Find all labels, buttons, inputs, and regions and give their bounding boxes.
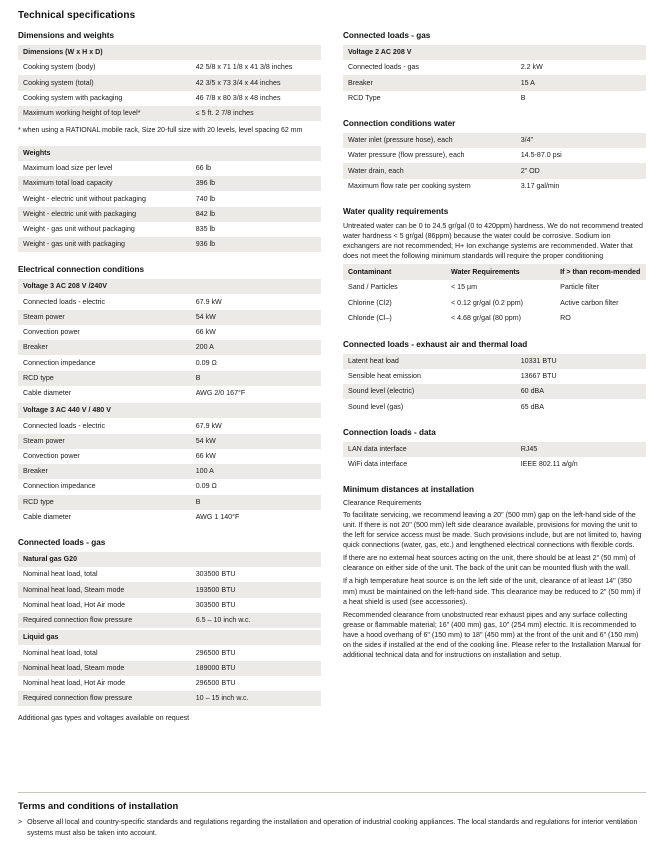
water-quality-table bbox=[343, 264, 646, 327]
cell-label: Cooking system (body) bbox=[18, 60, 191, 75]
cell-value: 66 kW bbox=[191, 325, 321, 340]
cell-label: Nominal heat load, Hot Air mode bbox=[18, 598, 191, 613]
table-row bbox=[18, 161, 321, 176]
section-heading-distances: Minimum distances at installation bbox=[343, 485, 475, 495]
cell-value: RJ45 bbox=[516, 442, 646, 457]
table-header-cell-empty bbox=[191, 279, 321, 294]
table-row bbox=[343, 457, 646, 472]
cell-label: Breaker bbox=[343, 75, 516, 90]
cell-value: B bbox=[191, 371, 321, 386]
cell-contaminant: Chlorine (Cl2) bbox=[343, 295, 446, 311]
cell-remedy: Particle filter bbox=[555, 280, 646, 296]
data-interface-table bbox=[343, 442, 646, 472]
cell-value: 54 kW bbox=[191, 310, 321, 325]
table-header-cell-empty bbox=[191, 146, 321, 161]
water-connection-table bbox=[343, 133, 646, 194]
cell-label: Nominal heat load, Steam mode bbox=[18, 582, 191, 597]
clearance-paragraph: If a high temperature heat source is on the left side of the unit, clearance of at least 14" (350 mm) must be maintained on the left-hand side. This clearance may be reduced to 2" (50 mm) if a heat shield is used (see accessories). bbox=[343, 577, 641, 606]
table-header-row bbox=[343, 264, 646, 280]
section-heading-exhaust: Connected loads - exhaust air and thermal load bbox=[343, 339, 528, 349]
table-header-cell-empty bbox=[191, 403, 321, 418]
cell-label: Nominal heat load, Hot Air mode bbox=[18, 676, 191, 691]
cell-label: Convection power bbox=[18, 325, 191, 340]
cell-label: Maximum load size per level bbox=[18, 161, 191, 176]
cell-label: Maximum total load capacity bbox=[18, 176, 191, 191]
table-row bbox=[18, 676, 321, 691]
table-row bbox=[18, 449, 321, 464]
natural-gas-table bbox=[18, 552, 321, 628]
cell-value: AWG 1 140°F bbox=[191, 510, 321, 525]
cell-label: Sound level (gas) bbox=[343, 399, 516, 414]
cell-value: 936 lb bbox=[191, 237, 321, 252]
cell-value: B bbox=[516, 91, 646, 106]
cell-label: Convection power bbox=[18, 449, 191, 464]
table-row bbox=[18, 371, 321, 386]
cell-label: RCD Type bbox=[343, 91, 516, 106]
cell-label: Cable diameter bbox=[18, 386, 191, 401]
section-heading-electrical: Electrical connection conditions bbox=[18, 265, 145, 275]
electrical-208-table bbox=[18, 279, 321, 401]
table-row bbox=[343, 60, 646, 75]
table-row bbox=[18, 191, 321, 206]
table-row bbox=[343, 148, 646, 163]
cell-value: 396 lb bbox=[191, 176, 321, 191]
table-row bbox=[343, 179, 646, 194]
cell-label: Maximum working height of top level* bbox=[18, 106, 191, 121]
electrical-440-table bbox=[18, 403, 321, 525]
cell-value: 303500 BTU bbox=[191, 567, 321, 582]
table-row bbox=[18, 479, 321, 494]
column-header-if-greater: If > than recom-mended bbox=[555, 264, 646, 280]
cell-contaminant: Chloride (Cl–) bbox=[343, 311, 446, 327]
section-heading-gas-left: Connected loads - gas bbox=[18, 538, 106, 547]
cell-value: 65 dBA bbox=[516, 399, 646, 414]
table-row bbox=[18, 310, 321, 325]
column-header-contaminant: Contaminant bbox=[343, 264, 446, 280]
liquid-gas-table bbox=[18, 630, 321, 706]
table-row bbox=[18, 661, 321, 676]
right-column bbox=[343, 31, 646, 722]
cell-value: ≤ 5 ft. 2 7/8 inches bbox=[191, 106, 321, 121]
table-row bbox=[18, 495, 321, 510]
cell-value: AWG 2/0 167°F bbox=[191, 386, 321, 401]
cell-label: Latent heat load bbox=[343, 354, 516, 369]
column-header-requirements: Water Requirements bbox=[446, 264, 555, 280]
cell-value: 0.09 Ω bbox=[191, 479, 321, 494]
two-column-layout bbox=[18, 31, 646, 722]
clearance-paragraph: If there are no external heat sources acting on the unit, there should be at least 2" (50 mm) of clearance on either side of the unit. The back of the unit can be mounted flush with the wall. bbox=[343, 554, 636, 573]
cell-value: B bbox=[191, 495, 321, 510]
table-row bbox=[343, 354, 646, 369]
cell-label: Nominal heat load, total bbox=[18, 645, 191, 660]
table-header-cell: Voltage 3 AC 440 V / 480 V bbox=[18, 403, 191, 418]
cell-value: 835 lb bbox=[191, 222, 321, 237]
cell-value: 3.17 gal/min bbox=[516, 179, 646, 194]
cell-label: Steam power bbox=[18, 434, 191, 449]
table-row bbox=[18, 106, 321, 121]
cell-label: Weight - gas unit with packaging bbox=[18, 237, 191, 252]
cell-value: 0.09 Ω bbox=[191, 355, 321, 370]
cell-label: Cooking system with packaging bbox=[18, 91, 191, 106]
cell-requirement: < 4.68 gr/gal (80 ppm) bbox=[446, 311, 555, 327]
table-row bbox=[18, 386, 321, 401]
table-row bbox=[18, 355, 321, 370]
section-heading-gas-right: Connected loads - gas bbox=[343, 31, 431, 40]
cell-value: 2.2 kW bbox=[516, 60, 646, 75]
cell-value: 66 lb bbox=[191, 161, 321, 176]
clearance-subheading: Clearance Requirements bbox=[343, 499, 422, 508]
table-row bbox=[18, 75, 321, 90]
cell-value: 100 A bbox=[191, 464, 321, 479]
dimensions-table bbox=[18, 45, 321, 121]
cell-value: 14.5-87.0 psi bbox=[516, 148, 646, 163]
cell-value: 46 7/8 x 80 3/8 x 48 inches bbox=[191, 91, 321, 106]
table-row bbox=[18, 598, 321, 613]
table-row bbox=[18, 340, 321, 355]
left-column bbox=[18, 31, 321, 722]
cell-value: IEEE 802.11 a/g/n bbox=[516, 457, 646, 472]
cell-label: Sensible heat emission bbox=[343, 369, 516, 384]
cell-label: Cooking system (total) bbox=[18, 75, 191, 90]
cell-label: Maximum flow rate per cooking system bbox=[343, 179, 516, 194]
table-header-cell-empty bbox=[516, 45, 646, 60]
table-row bbox=[18, 434, 321, 449]
clearance-paragraph: Recommended clearance from unobstructed rear exhaust pipes and any surface collecting grease or flammable material; 16" (400 mm) gas, 10" (254 mm) electric. It is recommended to have a hood overhang of 6" (150 mm) to 18" (450 mm) at the front of the unit and 6" (150 mm) on the sides if installed at the end of the cooking line. Please refer to the Installation Manual for additional technical data and for instructions on installation and setup. bbox=[343, 610, 641, 659]
cell-value: 2" OD bbox=[516, 163, 646, 178]
table-row bbox=[18, 613, 321, 628]
clearance-paragraph: To facilitate servicing, we recommend leaving a 20" (500 mm) gap on the left-hand side of the unit. If there is not 20" (500 mm) left side clearance available, provisions for moving the unit to the left for service access must be made. Such provisions include, but are not limited to, having quick connections (water, gas, etc.) and lengthened electrical connections with flexible cords. bbox=[343, 511, 642, 550]
gas-footnote: Additional gas types and voltages available on request bbox=[18, 714, 190, 723]
table-row bbox=[18, 207, 321, 222]
cell-label: RCD type bbox=[18, 371, 191, 386]
cell-label: Sound level (electric) bbox=[343, 384, 516, 399]
cell-value: 67.9 kW bbox=[191, 294, 321, 309]
section-heading-dimensions: Dimensions and weights bbox=[18, 31, 114, 40]
cell-label: Water drain, each bbox=[343, 163, 516, 178]
cell-value: 42 5/8 x 71 1/8 x 41 3/8 inches bbox=[191, 60, 321, 75]
cell-label: Connection impedance bbox=[18, 355, 191, 370]
cell-label: Connected loads - gas bbox=[343, 60, 516, 75]
cell-value: 740 lb bbox=[191, 191, 321, 206]
table-row bbox=[343, 133, 646, 148]
water-quality-text: Untreated water can be 0 to 24.5 gr/gal (0 to 420ppm) hardness. We do not recommend treated water hardness < 5 gr/gal (86ppm) because the water could be corrosive. Sodium ion exchangers are not recommended; H+ Ion exchange systems are recommended. Water that does not meet the following minimum standards will require the proper conditioning bbox=[343, 221, 643, 261]
table-header-cell: Voltage 2 AC 208 V bbox=[343, 45, 516, 60]
table-row bbox=[18, 325, 321, 340]
cell-label: Steam power bbox=[18, 310, 191, 325]
cell-label: Weight - electric unit with packaging bbox=[18, 207, 191, 222]
cell-value: 842 lb bbox=[191, 207, 321, 222]
table-row bbox=[18, 60, 321, 75]
cell-label: Water inlet (pressure hose), each bbox=[343, 133, 516, 148]
cell-value: 10 – 15 inch w.c. bbox=[191, 691, 321, 706]
bullet-marker: > bbox=[18, 818, 23, 827]
table-row bbox=[343, 75, 646, 90]
cell-value: 10331 BTU bbox=[516, 354, 646, 369]
table-row bbox=[343, 163, 646, 178]
cell-value: 54 kW bbox=[191, 434, 321, 449]
table-row bbox=[343, 442, 646, 457]
table-row bbox=[18, 91, 321, 106]
cell-label: Nominal heat load, total bbox=[18, 567, 191, 582]
table-row bbox=[343, 311, 646, 327]
section-heading-water: Connection conditions water bbox=[343, 118, 456, 128]
gas-voltage-table bbox=[343, 45, 646, 106]
cell-value: 296500 BTU bbox=[191, 645, 321, 660]
section-divider bbox=[18, 792, 646, 793]
cell-value: 6.5 – 10 inch w.c. bbox=[191, 613, 321, 628]
terms-title: Terms and conditions of installation bbox=[18, 800, 179, 812]
table-row bbox=[343, 280, 646, 296]
table-row bbox=[18, 691, 321, 706]
cell-label: Connected loads - electric bbox=[18, 294, 191, 309]
cell-label: Connected loads - electric bbox=[18, 418, 191, 433]
dimensions-footnote: * when using a RATIONAL mobile rack, Size 20-full size with 20 levels, level spacing 62 mm bbox=[18, 127, 303, 135]
table-row bbox=[343, 295, 646, 311]
cell-value: 200 A bbox=[191, 340, 321, 355]
table-row bbox=[343, 399, 646, 414]
terms-bullet-item bbox=[18, 817, 646, 838]
cell-label: Cable diameter bbox=[18, 510, 191, 525]
cell-value: 193500 BTU bbox=[191, 582, 321, 597]
exhaust-thermal-table bbox=[343, 354, 646, 415]
cell-value: 42 3/5 x 73 3/4 x 44 inches bbox=[191, 75, 321, 90]
table-header-cell: Weights bbox=[18, 146, 191, 161]
cell-label: Breaker bbox=[18, 340, 191, 355]
table-header-cell-empty bbox=[191, 552, 321, 567]
cell-contaminant: Sand / Particles bbox=[343, 280, 446, 296]
cell-value: 189000 BTU bbox=[191, 661, 321, 676]
cell-value: 13667 BTU bbox=[516, 369, 646, 384]
cell-requirement: < 0.12 gr/gal (0.2 ppm) bbox=[446, 295, 555, 311]
section-heading-water-quality: Water quality requirements bbox=[343, 206, 449, 216]
cell-label: Nominal heat load, Steam mode bbox=[18, 661, 191, 676]
table-header-cell: Natural gas G20 bbox=[18, 552, 191, 567]
cell-value: 66 kW bbox=[191, 449, 321, 464]
table-row bbox=[18, 418, 321, 433]
table-row bbox=[18, 464, 321, 479]
table-row bbox=[18, 582, 321, 597]
table-row bbox=[343, 91, 646, 106]
cell-label: Required connection flow pressure bbox=[18, 691, 191, 706]
table-row bbox=[18, 294, 321, 309]
cell-label: Water pressure (flow pressure), each bbox=[343, 148, 516, 163]
table-header-cell: Voltage 3 AC 208 V /240V bbox=[18, 279, 191, 294]
table-header-cell: Liquid gas bbox=[18, 630, 191, 645]
cell-label: Weight - electric unit without packaging bbox=[18, 191, 191, 206]
weights-table bbox=[18, 146, 321, 253]
cell-value: 3/4" bbox=[516, 133, 646, 148]
table-row bbox=[343, 369, 646, 384]
cell-value: 303500 BTU bbox=[191, 598, 321, 613]
cell-label: Connection impedance bbox=[18, 479, 191, 494]
cell-remedy: Active carbon filter bbox=[555, 295, 646, 311]
section-heading-data: Connection loads - data bbox=[343, 427, 436, 437]
cell-label: Weight - gas unit without packaging bbox=[18, 222, 191, 237]
table-row bbox=[18, 222, 321, 237]
table-row bbox=[18, 237, 321, 252]
cell-value: 296500 BTU bbox=[191, 676, 321, 691]
cell-remedy: RO bbox=[555, 311, 646, 327]
cell-requirement: < 15 µm bbox=[446, 280, 555, 296]
cell-label: Required connection flow pressure bbox=[18, 613, 191, 628]
cell-value: 67.9 kW bbox=[191, 418, 321, 433]
page-title: Technical specifications bbox=[18, 10, 136, 21]
cell-value: 60 dBA bbox=[516, 384, 646, 399]
cell-label: RCD type bbox=[18, 495, 191, 510]
table-header-cell: Dimensions (W x H x D) bbox=[18, 45, 191, 60]
terms-bullet-text: Observe all local and country-specific standards and regulations regarding the installation and operation of industrial cooking appliances. The local standards and regulations for interior ventilation systems must also be taken into account. bbox=[27, 818, 638, 837]
table-row bbox=[343, 384, 646, 399]
table-header-cell-empty bbox=[191, 630, 321, 645]
table-header-cell-empty bbox=[191, 45, 321, 60]
table-row bbox=[18, 510, 321, 525]
cell-label: LAN data interface bbox=[343, 442, 516, 457]
cell-label: Breaker bbox=[18, 464, 191, 479]
cell-label: WiFi data interface bbox=[343, 457, 516, 472]
table-row bbox=[18, 567, 321, 582]
terms-section bbox=[18, 780, 646, 838]
cell-value: 15 A bbox=[516, 75, 646, 90]
table-row bbox=[18, 176, 321, 191]
table-row bbox=[18, 645, 321, 660]
